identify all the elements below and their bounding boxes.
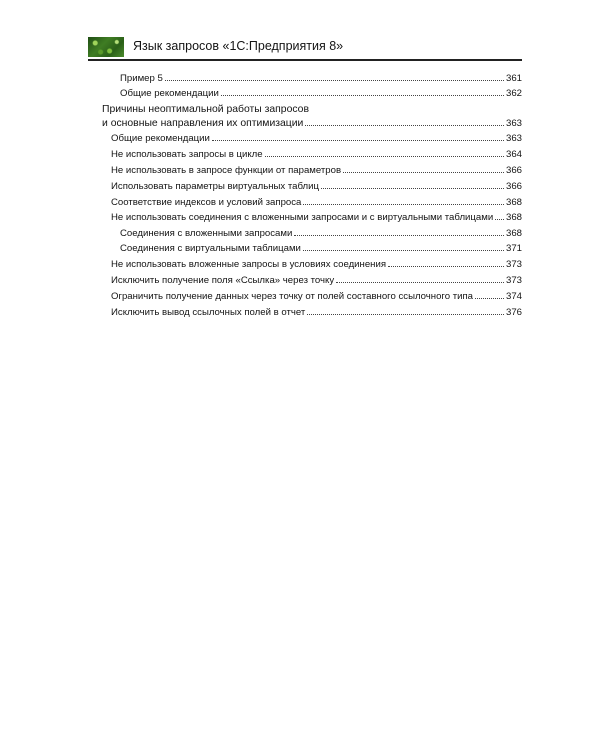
toc-leader-dots [495,219,504,220]
toc-entry-title: Исключить вывод ссылочных полей в отчет [111,307,306,318]
toc-entry-page: 368 [505,228,522,239]
toc-section-entry [102,104,522,129]
toc-entry [102,259,522,270]
toc-entry [102,149,522,160]
toc-leader-dots [165,80,504,81]
toc-entry-page: 363 [505,133,522,144]
toc-leader-dots [321,188,504,189]
toc-leader-dots [265,156,504,157]
toc-entry-page: 374 [505,291,522,302]
toc-entry-title-line1: Причины неоптимальной работы запросов [102,104,309,115]
toc-entry-title: Не использовать в запросе функции от параметров [111,165,342,176]
toc-entry-page: 362 [505,88,522,99]
toc-entry-page: 373 [505,275,522,286]
toc-entry-page: 368 [505,197,522,208]
toc-entry [102,73,522,84]
toc-entry-title: Общие рекомендации [111,133,210,144]
toc-entry-title: Не использовать соединения с вложенными запросами и с виртуальными таблицами [111,212,494,223]
toc-entry-title: Пример 5 [120,73,163,84]
toc-leader-dots [336,282,504,283]
toc-entry [102,275,522,286]
toc-entry-title: Не использовать вложенные запросы в условиях соединения [111,259,387,270]
toc-entry-page: 363 [505,118,522,129]
toc-leader-dots [305,125,504,126]
toc-entry-title: Не использовать запросы в цикле [111,149,263,160]
toc-entry [102,88,522,99]
toc-entry [102,243,522,254]
toc-entry [102,307,522,318]
toc-entry-title: Соединения с виртуальными таблицами [120,243,301,254]
toc-entry-page: 373 [505,259,522,270]
toc-leader-dots [294,235,504,236]
toc-entry-title: Ограничить получение данных через точку от полей составного ссылочного типа [111,291,473,302]
toc-leader-dots [388,266,504,267]
running-header [88,33,522,61]
toc-entry-page: 371 [505,243,522,254]
toc-leader-dots [303,250,504,251]
toc-entry-title: и основные направления их оптимизации [102,118,304,129]
toc-entry [102,212,522,223]
book-logo-icon [88,37,124,57]
toc-entry-page: 366 [505,181,522,192]
toc-entry [102,291,522,302]
toc-entry-title: Общие рекомендации [120,88,219,99]
toc-leader-dots [303,204,504,205]
toc-entry-title: Соединения с вложенными запросами [120,228,293,239]
toc-leader-dots [212,140,504,141]
header-rule [88,59,522,61]
toc-entry [102,133,522,144]
toc-entry [102,228,522,239]
toc-leader-dots [475,298,504,299]
toc-entry-page: 368 [505,212,522,223]
header-title: Язык запросов «1С:Предприятия 8» [133,39,344,53]
toc-leader-dots [221,95,504,96]
toc-entry-page: 366 [505,165,522,176]
toc-entry-title: Исключить получение поля «Ссылка» через точку [111,275,335,286]
toc-leader-dots [307,314,504,315]
toc-entry-page: 376 [505,307,522,318]
toc-entry-title: Использовать параметры виртуальных таблиц [111,181,320,192]
toc-entry [102,197,522,208]
toc-entry [102,165,522,176]
toc-entry-page: 364 [505,149,522,160]
toc-entry [102,181,522,192]
toc-entry-page: 361 [505,73,522,84]
toc-entry-title: Соответствие индексов и условий запроса [111,197,302,208]
toc-leader-dots [343,172,504,173]
